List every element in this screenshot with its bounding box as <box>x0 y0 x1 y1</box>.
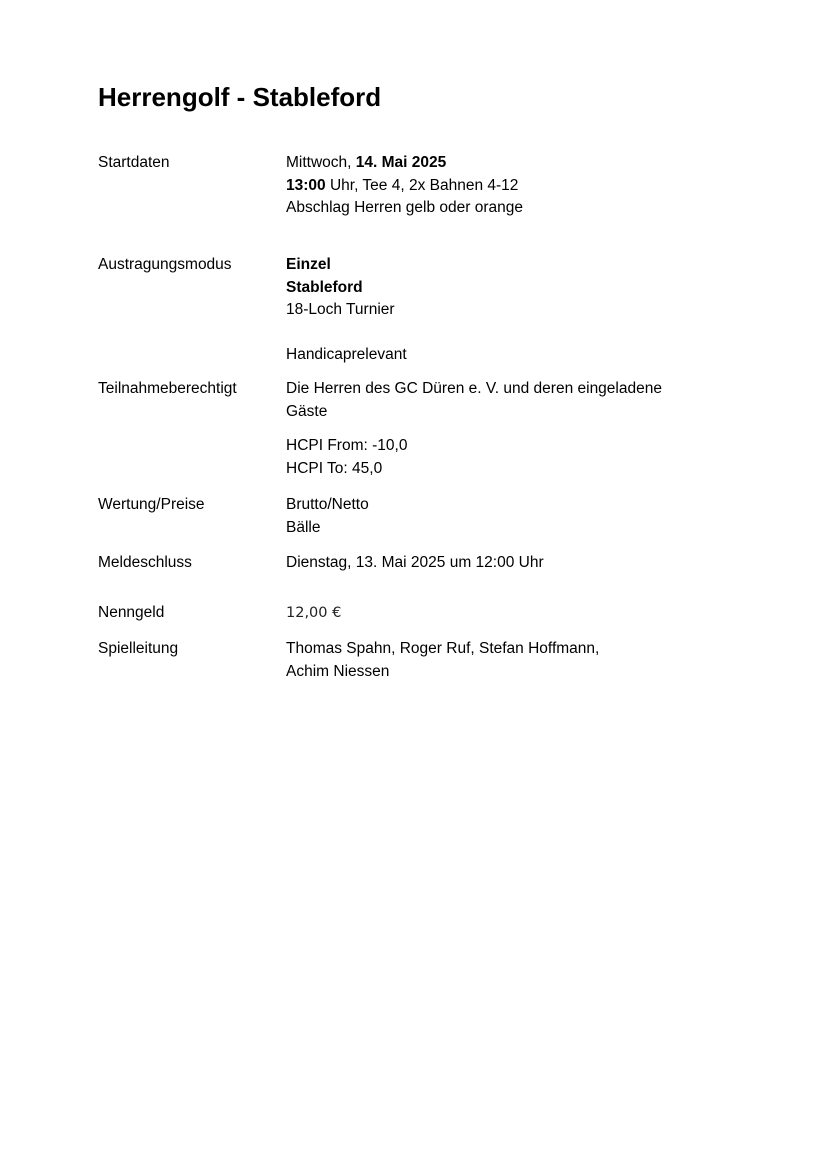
tee-info: Abschlag Herren gelb oder orange <box>286 199 523 216</box>
value-nenngeld <box>286 602 726 625</box>
label-austragungsmodus: Austragungsmodus <box>98 256 232 273</box>
value-wertung <box>286 494 726 539</box>
eligible-line-1: Die Herren des GC Düren e. V. und deren eingeladene <box>286 380 662 397</box>
value-austragungsmodus <box>286 254 726 367</box>
start-time: 13:00 <box>286 176 326 194</box>
entry-fee: 12,00 € <box>286 605 342 621</box>
value-meldeschluss <box>286 552 726 575</box>
start-weekday: Mittwoch, <box>286 154 356 171</box>
start-time-line <box>286 175 726 198</box>
label-startdaten: Startdaten <box>98 154 170 171</box>
organizers-line-1: Thomas Spahn, Roger Ruf, Stefan Hoffmann, <box>286 640 600 657</box>
label-spielleitung: Spielleitung <box>98 640 179 657</box>
start-date-line <box>286 152 726 175</box>
mode-handicap: Handicaprelevant <box>286 346 407 363</box>
spacer <box>286 322 726 345</box>
value-startdaten <box>286 152 726 220</box>
label-teilnahme: Teilnahmeberechtigt <box>98 380 237 397</box>
value-teilnahme <box>286 378 726 480</box>
page-title: Herrengolf - Stableford <box>98 82 382 112</box>
start-time-details: Uhr, Tee 4, 2x Bahnen 4-12 <box>325 176 519 194</box>
label-meldeschluss: Meldeschluss <box>98 554 192 571</box>
eligible-line-2: Gäste <box>286 402 328 420</box>
mode-holes: 18-Loch Turnier <box>286 301 395 318</box>
hcpi-to: HCPI To: 45,0 <box>286 459 383 477</box>
spacer <box>286 423 726 435</box>
deadline: Dienstag, 13. Mai 2025 um 12:00 Uhr <box>286 554 544 571</box>
value-spielleitung <box>286 638 726 683</box>
scoring: Brutto/Netto <box>286 496 369 513</box>
organizers-line-2: Achim Niessen <box>286 662 390 680</box>
label-wertung: Wertung/Preise <box>98 496 205 513</box>
prizes: Bälle <box>286 518 321 536</box>
mode-format: Stableford <box>286 278 363 296</box>
hcpi-from: HCPI From: -10,0 <box>286 437 408 454</box>
mode-einzel: Einzel <box>286 256 331 273</box>
label-nenngeld: Nenngeld <box>98 604 165 621</box>
start-date: 14. Mai 2025 <box>355 154 447 171</box>
